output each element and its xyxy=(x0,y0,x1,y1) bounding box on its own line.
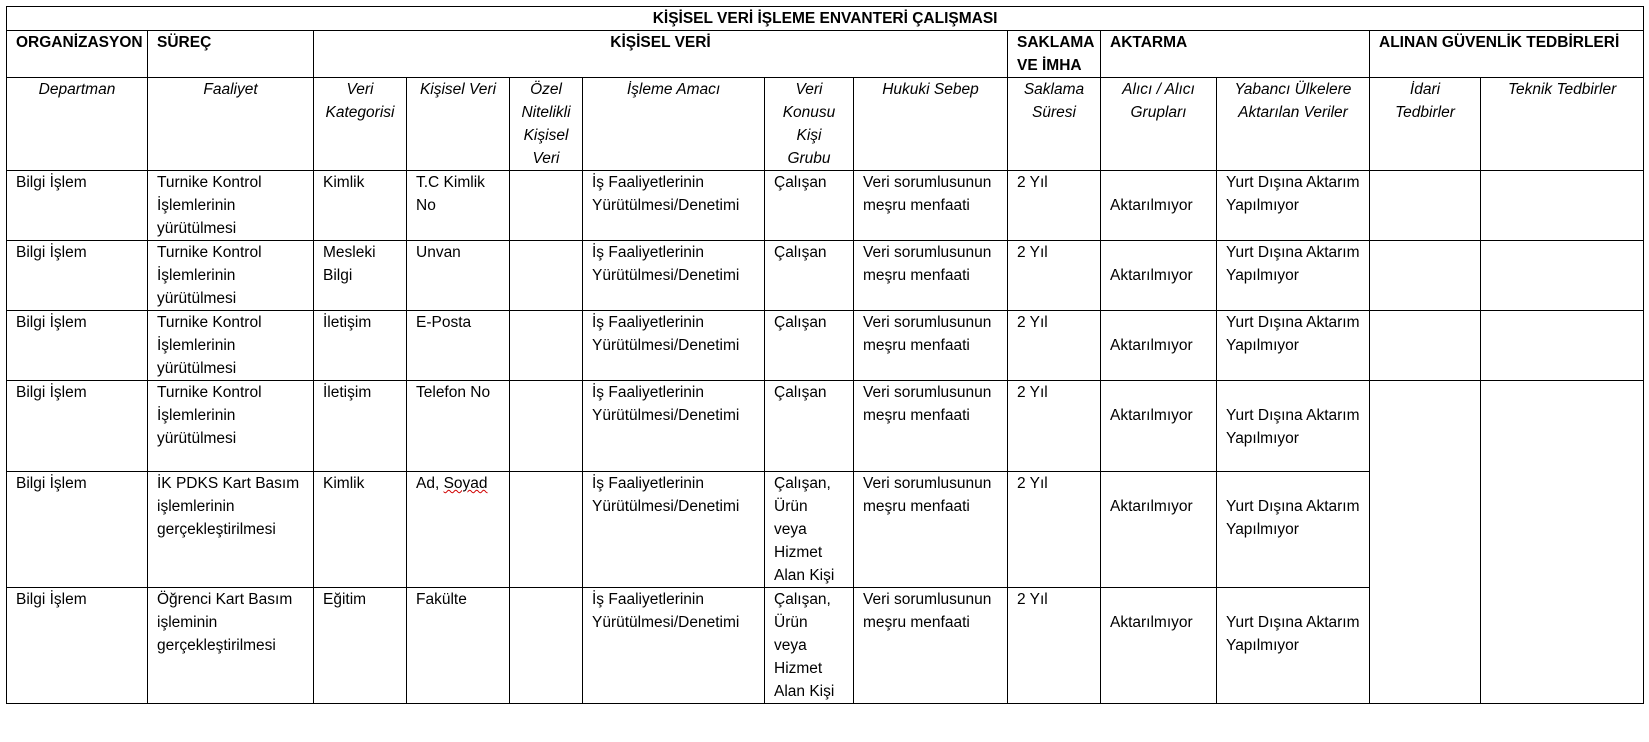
header-kisisel-veri: KİŞİSEL VERİ xyxy=(314,31,1008,78)
cell-alici-text: Aktarılmıyor xyxy=(1110,614,1193,631)
cell-sure: 2 Yıl xyxy=(1008,311,1101,381)
cell-alici xyxy=(1101,472,1217,588)
cell-yabanci xyxy=(1217,588,1370,704)
cell-amac: İş Faaliyetlerinin Yürütülmesi/Denetimi xyxy=(583,171,765,241)
cell-amac: İş Faaliyetlerinin Yürütülmesi/Denetimi xyxy=(583,241,765,311)
cell-alici xyxy=(1101,381,1217,472)
cell-yabanci-text: Yurt Dışına Aktarım Yapılmıyor xyxy=(1226,614,1360,654)
cell-alici-text: Aktarılmıyor xyxy=(1110,498,1193,515)
cell-kategori: Eğitim xyxy=(314,588,407,704)
table-row xyxy=(7,241,1644,311)
cell-yabanci-text: Yurt Dışına Aktarım Yapılmıyor xyxy=(1226,498,1360,538)
cell-veri: Fakülte xyxy=(407,588,510,704)
cell-konu: Çalışan xyxy=(765,171,854,241)
cell-veri-part-a: Ad, xyxy=(416,475,444,492)
cell-yabanci: Yurt Dışına Aktarım Yapılmıyor xyxy=(1217,171,1370,241)
subheader-veri-kategorisi: Veri Kategorisi xyxy=(314,78,407,171)
cell-konu: Çalışan, Ürün veya Hizmet Alan Kişi xyxy=(765,588,854,704)
cell-veri xyxy=(407,472,510,588)
subheader-teknik-tedbirler: Teknik Tedbirler xyxy=(1481,78,1644,171)
cell-departman: Bilgi İşlem xyxy=(7,381,148,472)
cell-alici xyxy=(1101,588,1217,704)
table-row xyxy=(7,311,1644,381)
cell-departman: Bilgi İşlem xyxy=(7,171,148,241)
cell-hukuki: Veri sorumlusunun meşru menfaati xyxy=(854,171,1008,241)
cell-yabanci-text: Yurt Dışına Aktarım Yapılmıyor xyxy=(1226,407,1360,447)
cell-departman: Bilgi İşlem xyxy=(7,588,148,704)
cell-sure: 2 Yıl xyxy=(1008,241,1101,311)
cell-faaliyet: Turnike Kontrol İşlemlerinin yürütülmesi xyxy=(148,171,314,241)
group-header-row xyxy=(7,31,1644,78)
title-row xyxy=(7,7,1644,31)
cell-departman: Bilgi İşlem xyxy=(7,241,148,311)
cell-konu: Çalışan xyxy=(765,241,854,311)
cell-ozel xyxy=(510,311,583,381)
header-aktarma: AKTARMA xyxy=(1101,31,1370,78)
subheader-kisisel-veri: Kişisel Veri xyxy=(407,78,510,171)
cell-faaliyet: Turnike Kontrol İşlemlerinin yürütülmesi xyxy=(148,311,314,381)
subheader-ozel-nitelikli: Özel Nitelikli Kişisel Veri xyxy=(510,78,583,171)
cell-idari xyxy=(1370,311,1481,381)
cell-alici-text: Aktarılmıyor xyxy=(1110,267,1193,284)
cell-departman: Bilgi İşlem xyxy=(7,311,148,381)
cell-hukuki: Veri sorumlusunun meşru menfaati xyxy=(854,381,1008,472)
cell-yabanci: Yurt Dışına Aktarım Yapılmıyor xyxy=(1217,241,1370,311)
cell-alici-text: Aktarılmıyor xyxy=(1110,197,1193,214)
cell-hukuki: Veri sorumlusunun meşru menfaati xyxy=(854,241,1008,311)
cell-veri: T.C Kimlik No xyxy=(407,171,510,241)
cell-konu: Çalışan, Ürün veya Hizmet Alan Kişi xyxy=(765,472,854,588)
cell-faaliyet: Turnike Kontrol İşlemlerinin yürütülmesi xyxy=(148,381,314,472)
subheader-idari-tedbirler: İdari Tedbirler xyxy=(1370,78,1481,171)
subheader-veri-konusu: Veri Konusu Kişi Grubu xyxy=(765,78,854,171)
cell-teknik xyxy=(1481,241,1644,311)
cell-yabanci xyxy=(1217,381,1370,472)
cell-alici xyxy=(1101,311,1217,381)
subheader-faaliyet: Faaliyet xyxy=(148,78,314,171)
cell-hukuki: Veri sorumlusunun meşru menfaati xyxy=(854,472,1008,588)
table-row xyxy=(7,171,1644,241)
cell-konu: Çalışan xyxy=(765,311,854,381)
cell-kategori: Kimlik xyxy=(314,171,407,241)
header-guvenlik: ALINAN GÜVENLİK TEDBİRLERİ xyxy=(1370,31,1644,78)
cell-sure: 2 Yıl xyxy=(1008,381,1101,472)
cell-faaliyet: İK PDKS Kart Basım işlemlerinin gerçekleştirilmesi xyxy=(148,472,314,588)
cell-amac: İş Faaliyetlerinin Yürütülmesi/Denetimi xyxy=(583,472,765,588)
cell-amac: İş Faaliyetlerinin Yürütülmesi/Denetimi xyxy=(583,588,765,704)
cell-konu: Çalışan xyxy=(765,381,854,472)
cell-ozel xyxy=(510,588,583,704)
cell-sure: 2 Yıl xyxy=(1008,171,1101,241)
cell-sure: 2 Yıl xyxy=(1008,588,1101,704)
cell-ozel xyxy=(510,381,583,472)
cell-faaliyet: Öğrenci Kart Basım işleminin gerçekleştirilmesi xyxy=(148,588,314,704)
cell-teknik-merged xyxy=(1481,381,1644,704)
cell-ozel xyxy=(510,241,583,311)
subheader-yabanci-ulkeler: Yabancı Ülkelere Aktarılan Veriler xyxy=(1217,78,1370,171)
header-organizasyon: ORGANİZASYON xyxy=(7,31,148,78)
cell-hukuki: Veri sorumlusunun meşru menfaati xyxy=(854,588,1008,704)
subheader-alici-gruplari: Alıcı / Alıcı Grupları xyxy=(1101,78,1217,171)
cell-departman: Bilgi İşlem xyxy=(7,472,148,588)
cell-veri: E-Posta xyxy=(407,311,510,381)
cell-sure: 2 Yıl xyxy=(1008,472,1101,588)
table-title: KİŞİSEL VERİ İŞLEME ENVANTERİ ÇALIŞMASI xyxy=(7,7,1644,31)
cell-yabanci: Yurt Dışına Aktarım Yapılmıyor xyxy=(1217,311,1370,381)
cell-yabanci xyxy=(1217,472,1370,588)
sub-header-row xyxy=(7,78,1644,171)
header-saklama: SAKLAMA VE İMHA xyxy=(1008,31,1101,78)
cell-kategori: Mesleki Bilgi xyxy=(314,241,407,311)
subheader-departman: Departman xyxy=(7,78,148,171)
cell-teknik xyxy=(1481,311,1644,381)
cell-alici-text: Aktarılmıyor xyxy=(1110,407,1193,424)
cell-hukuki: Veri sorumlusunun meşru menfaati xyxy=(854,311,1008,381)
subheader-saklama-suresi: Saklama Süresi xyxy=(1008,78,1101,171)
cell-kategori: İletişim xyxy=(314,311,407,381)
cell-veri: Telefon No xyxy=(407,381,510,472)
cell-faaliyet: Turnike Kontrol İşlemlerinin yürütülmesi xyxy=(148,241,314,311)
cell-kategori: Kimlik xyxy=(314,472,407,588)
cell-alici xyxy=(1101,241,1217,311)
subheader-isleme-amaci: İşleme Amacı xyxy=(583,78,765,171)
cell-idari xyxy=(1370,171,1481,241)
cell-veri: Unvan xyxy=(407,241,510,311)
cell-amac: İş Faaliyetlerinin Yürütülmesi/Denetimi xyxy=(583,381,765,472)
inventory-table xyxy=(6,6,1644,704)
cell-idari-merged xyxy=(1370,381,1481,704)
subheader-hukuki-sebep: Hukuki Sebep xyxy=(854,78,1008,171)
cell-alici xyxy=(1101,171,1217,241)
cell-teknik xyxy=(1481,171,1644,241)
cell-veri-part-b: Soyad xyxy=(443,475,488,492)
header-surec: SÜREÇ xyxy=(148,31,314,78)
cell-alici-text: Aktarılmıyor xyxy=(1110,337,1193,354)
cell-amac: İş Faaliyetlerinin Yürütülmesi/Denetimi xyxy=(583,311,765,381)
cell-kategori: İletişim xyxy=(314,381,407,472)
cell-idari xyxy=(1370,241,1481,311)
table-row xyxy=(7,381,1644,472)
cell-ozel xyxy=(510,472,583,588)
cell-ozel xyxy=(510,171,583,241)
